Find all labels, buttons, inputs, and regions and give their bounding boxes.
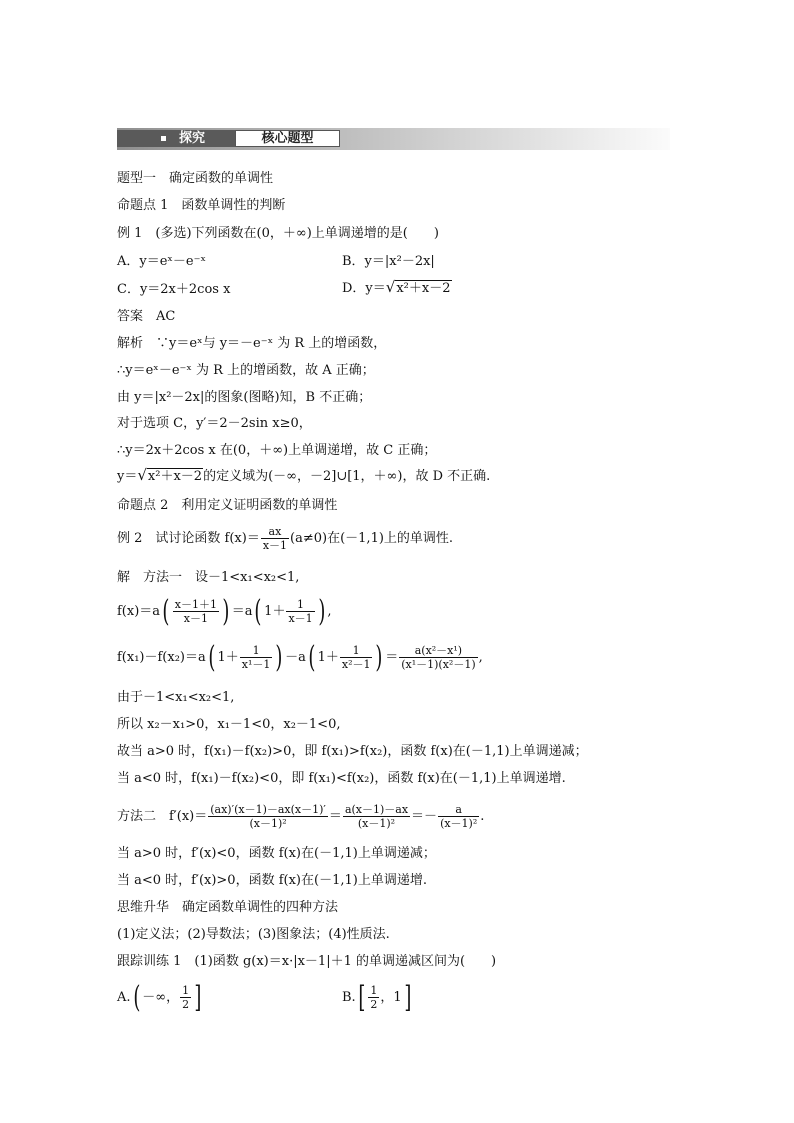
fraction-denominator: x－1 xyxy=(183,612,208,625)
left-paren-icon: ( xyxy=(308,639,316,675)
reason-line-5: 当 a>0 时，f′(x)<0，函数 f(x)在(－1,1)上单调递减； xyxy=(117,846,436,861)
option-d xyxy=(342,279,452,297)
right-paren-icon: ) xyxy=(318,593,326,629)
method2-b: ＝ xyxy=(328,809,342,824)
fraction-numerator: 1 xyxy=(286,598,314,612)
formula2-e: ＝ xyxy=(385,650,399,665)
right-paren-icon: ) xyxy=(275,639,283,675)
example2-stem xyxy=(117,525,453,552)
fraction xyxy=(399,644,477,671)
example2-stem-b: (a≠0)在(－1,1)上的单调性. xyxy=(290,531,454,546)
option-b: B．y＝|x²－2x| xyxy=(342,254,435,269)
reason-line-6: 当 a<0 时，f′(x)>0，函数 f(x)在(－1,1)上单调递增. xyxy=(117,873,427,888)
fraction xyxy=(286,598,314,625)
fraction-numerator: a xyxy=(438,803,479,817)
left-paren-icon: ( xyxy=(162,593,170,629)
option-b-inner: ，1 xyxy=(380,990,402,1005)
solution-6-suffix: 的定义域为(－∞，－2]∪[1，＋∞)，故 D 不正确. xyxy=(203,469,491,484)
exercise-option-a xyxy=(117,980,204,1016)
summary-text: (1)定义法；(2)导数法；(3)图象法；(4)性质法. xyxy=(117,927,390,942)
reason-line-2: 所以 x₂－x₁>0，x₁－1<0，x₂－1<0, xyxy=(117,717,341,732)
summary-title: 思维升华 确定函数单调性的四种方法 xyxy=(117,900,339,915)
method1-line: 解 方法一 设－1<x₁<x₂<1, xyxy=(117,570,300,585)
fraction xyxy=(208,803,328,830)
sqrt-icon: √ xyxy=(385,278,396,296)
reason-line-3: 故当 a>0 时，f(x₁)－f(x₂)>0，即 f(x₁)>f(x₂)，函数 f(x)在(－1,1)上单调递减； xyxy=(117,744,588,759)
banner-right-label: 核心题型 xyxy=(235,130,340,147)
solution-line-6 xyxy=(117,467,490,485)
fraction-numerator: a(x－1)－ax xyxy=(344,803,409,816)
option-a-inner: －∞， xyxy=(142,990,180,1005)
fraction xyxy=(343,803,410,830)
left-paren-icon: ( xyxy=(254,593,262,629)
left-paren-icon: ( xyxy=(208,639,216,675)
exercise-option-b xyxy=(342,980,413,1016)
fraction-denominator: x－1 xyxy=(262,539,288,552)
reason-line-4: 当 a<0 时，f(x₁)－f(x₂)<0，即 f(x₁)<f(x₂)，函数 f(x)在(－1,1)上单调递增. xyxy=(117,771,566,786)
formula-line-2 xyxy=(117,640,483,676)
method2-line xyxy=(117,797,484,837)
point2-title: 命题点 2 利用定义证明函数的单调性 xyxy=(117,498,338,513)
solution-line-2: ∴y＝eˣ－e⁻ˣ 为 R 上的增函数，故 A 正确； xyxy=(117,363,375,378)
fraction-numerator: 1 xyxy=(370,984,378,997)
fraction-denominator: (x－1)² xyxy=(357,817,396,830)
left-paren-icon: ( xyxy=(132,979,140,1015)
formula2-f: , xyxy=(478,650,483,665)
fraction-denominator: (x¹－1)(x²－1) xyxy=(401,658,476,671)
solution-label: 解析 xyxy=(117,336,144,351)
option-b-prefix: B. xyxy=(342,990,356,1005)
option-c: C．y＝2x＋2cos x xyxy=(117,282,231,297)
method2-d: . xyxy=(480,809,485,824)
example1-stem: 例 1 (多选)下列函数在(0，＋∞)上单调递增的是( ) xyxy=(117,226,439,241)
solution-line-1 xyxy=(117,335,386,352)
fraction xyxy=(240,644,273,671)
fraction-numerator: 1 xyxy=(240,644,273,658)
solution-line-5: ∴y＝2x＋2cos x 在(0，＋∞)上单调递增，故 C 正确； xyxy=(117,443,437,458)
tracking-exercise: 跟踪训练 1 (1)函数 g(x)＝x·|x－1|＋1 的单调递减区间为( ) xyxy=(117,954,497,969)
fraction-denominator: x¹－1 xyxy=(241,658,271,671)
banner-left-label: 探究 xyxy=(179,131,206,146)
fraction xyxy=(180,984,191,1011)
option-d-radicand: x²＋x－2 xyxy=(396,281,451,296)
section-banner xyxy=(117,128,670,150)
fraction-numerator: a(x²－x¹) xyxy=(399,644,477,658)
fraction-numerator: (ax)′(x－1)－ax(x－1)′ xyxy=(210,803,326,816)
right-bracket-icon: ] xyxy=(404,979,412,1015)
solution-6-radicand: x²＋x－2 xyxy=(147,469,203,484)
formula2-c: －a xyxy=(285,650,306,665)
option-a: A．y＝eˣ－e⁻ˣ xyxy=(117,254,207,269)
fraction-numerator: 1 xyxy=(340,644,373,658)
fraction xyxy=(368,984,379,1011)
formula-line-1 xyxy=(117,594,332,630)
point1-title: 命题点 1 函数单调性的判断 xyxy=(117,198,286,213)
fraction xyxy=(340,644,373,671)
fraction-denominator: (x－1)² xyxy=(440,817,478,830)
fraction-numerator: ax xyxy=(261,525,289,539)
fraction-denominator: 2 xyxy=(370,998,378,1011)
right-paren-icon: ) xyxy=(375,639,383,675)
solution-line-3: 由 y＝|x²－2x|的图象(图略)知，B 不正确； xyxy=(117,390,372,405)
option-d-prefix: D．y＝ xyxy=(342,281,386,296)
fraction-numerator: 1 xyxy=(182,984,190,997)
fraction xyxy=(438,803,479,830)
fraction xyxy=(173,598,219,625)
formula1-c: 1＋ xyxy=(264,604,286,619)
solution-text-1: ∵y＝eˣ与 y＝－e⁻ˣ 为 R 上的增函数， xyxy=(156,336,387,351)
square-bullet-icon xyxy=(161,136,166,141)
formula1-b: ＝a xyxy=(231,604,253,619)
option-a-prefix: A. xyxy=(117,990,131,1005)
fraction-denominator: (x－1)² xyxy=(249,817,287,830)
formula2-a: f(x₁)－f(x₂)＝a xyxy=(117,650,206,665)
fraction-numerator: x－1＋1 xyxy=(174,598,217,611)
banner-left xyxy=(117,130,235,147)
answer: 答案 AC xyxy=(117,309,176,324)
fraction-denominator: x²－1 xyxy=(341,658,371,671)
type1-title: 题型一 确定函数的单调性 xyxy=(117,171,274,186)
left-bracket-icon: [ xyxy=(358,979,366,1015)
right-paren-icon: ) xyxy=(222,593,230,629)
formula1-d: , xyxy=(327,604,332,619)
example2-stem-a: 例 2 试讨论函数 f(x)＝ xyxy=(117,531,260,546)
method2-c: ＝－ xyxy=(411,809,438,824)
formula2-b: 1＋ xyxy=(217,650,239,665)
sqrt-icon: √ xyxy=(137,466,147,484)
reason-line-1: 由于－1<x₁<x₂<1, xyxy=(117,690,235,705)
fraction xyxy=(261,525,289,552)
solution-6-prefix: y＝ xyxy=(117,469,138,484)
method2-a: 方法二 f′(x)＝ xyxy=(117,809,208,824)
formula1-a: f(x)＝a xyxy=(117,604,161,619)
fraction-denominator: 2 xyxy=(182,998,190,1011)
formula2-d: 1＋ xyxy=(317,650,339,665)
solution-line-4: 对于选项 C，y′＝2－2sin x≥0， xyxy=(117,416,312,431)
fraction-denominator: x－1 xyxy=(288,612,313,625)
right-bracket-icon: ] xyxy=(194,979,202,1015)
